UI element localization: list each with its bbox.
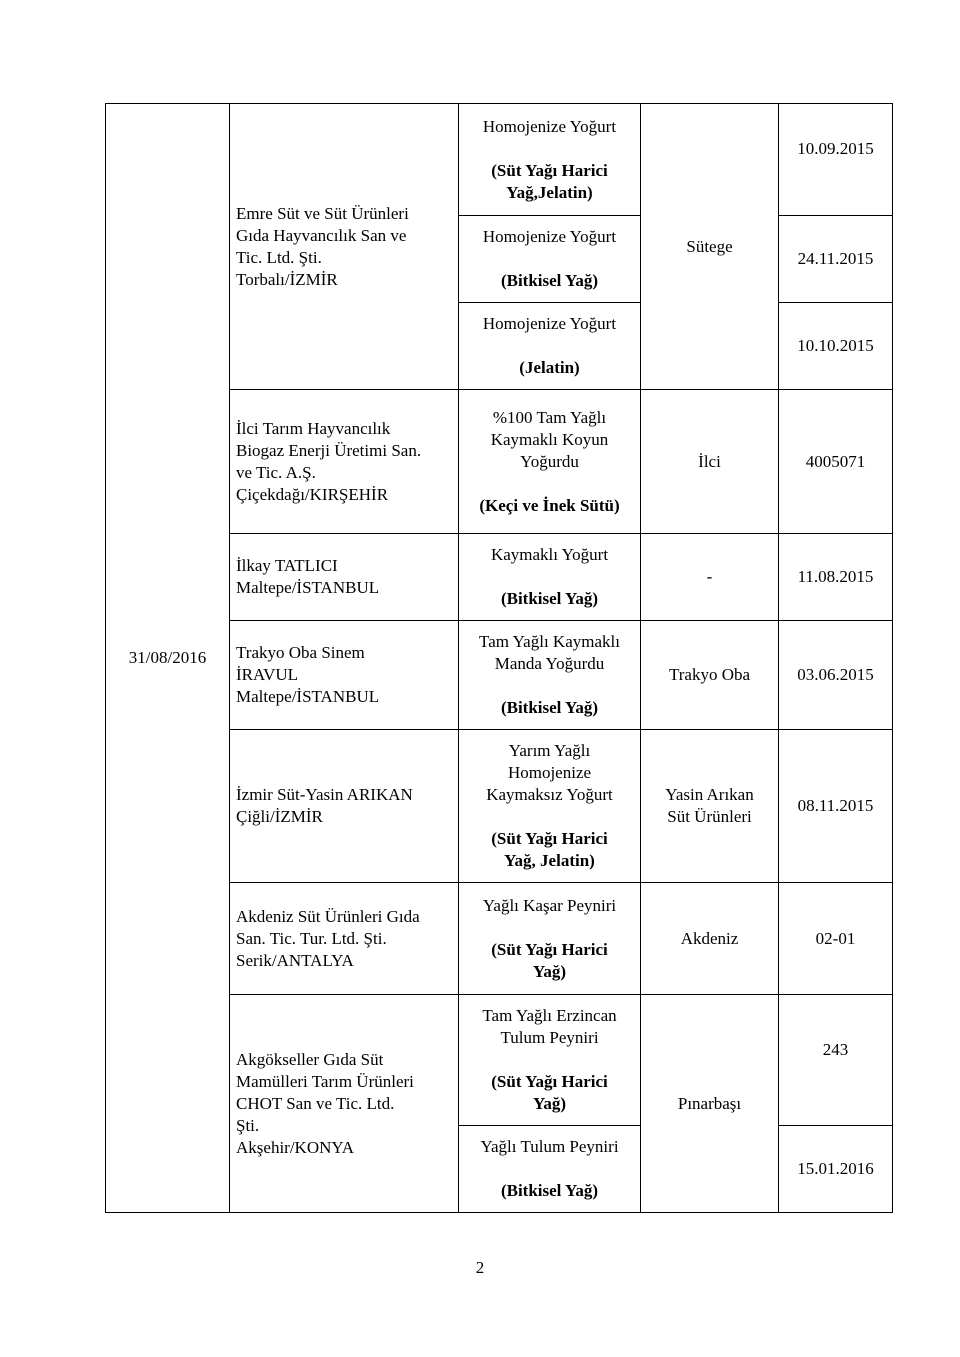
firm-line: Akdeniz Süt Ürünleri Gıda [236,906,420,926]
brand-name: İlci [698,451,721,471]
firm-line: Mamülleri Tarım Ürünleri [236,1071,414,1091]
product-note-line: (Süt Yağı Harici [491,939,608,959]
product-note [465,697,634,719]
firm-line: Emre Süt ve Süt Ürünleri [236,203,409,223]
firm-line: İlci Tarım Hayvancılık [236,418,391,438]
product-cell [459,995,641,1126]
product-name: Yarım Yağlı [508,741,591,760]
date-cell [106,104,230,1213]
product-note [465,1180,634,1202]
product-name: %100 Tam Yağlı [492,407,607,427]
brand-cell [641,104,779,390]
product-cell [459,1126,641,1213]
lot-cell [779,303,893,390]
product-note-line: Yağ, Jelatin) [504,851,595,870]
firm-line: Trakyo Oba Sinem [236,643,365,662]
brand-name: Yasin Arıkan [665,785,754,804]
product-note-line: (Süt Yağı Harici [491,1072,608,1091]
product-name: Kaymaksız Yoğurt [486,785,613,804]
product-name: Homojenize [507,763,592,782]
brand-name: Trakyo Oba [668,665,751,684]
product-name: Tulum Peyniri [500,1028,599,1047]
product-cell [459,730,641,883]
firm-line: Akşehir/KONYA [236,1137,355,1157]
product-name: Kaymaklı Koyun [490,429,609,449]
product-note [465,828,634,872]
lot-cell [779,995,893,1126]
date-text: 31/08/2016 [128,648,207,667]
lot-number: 08.11.2015 [797,796,874,815]
lot-cell [779,883,893,995]
product-cell [459,303,641,390]
product-note-line: (Jelatin) [519,358,580,377]
lot-cell [779,534,893,621]
product-note-line: (Bitkisel Yağ) [500,698,599,717]
product-name: Yağlı Kaşar Peyniri [482,895,617,915]
product-note-line: (Süt Yağı Harici [491,829,608,848]
product-note [465,160,634,204]
product-name: Kaymaklı Yoğurt [490,545,609,564]
firm-cell [230,730,459,883]
firm-line: İlkay TATLICI [236,556,338,575]
firm-cell [230,883,459,995]
product-note [465,1071,634,1115]
product-table [105,103,893,1213]
product-name: Homojenize Yoğurt [482,116,617,136]
lot-number: 11.08.2015 [797,567,874,586]
lot-number: 10.09.2015 [797,139,874,158]
brand-name: Pınarbaşı [677,1093,742,1113]
lot-number: 15.01.2016 [797,1159,874,1178]
product-cell [459,534,641,621]
lot-cell [779,390,893,534]
firm-line: Şti. [236,1115,260,1135]
lot-cell [779,104,893,216]
firm-line: Akgökseller Gıda Süt [236,1049,384,1069]
firm-cell [230,995,459,1213]
product-note [465,270,634,292]
lot-cell [779,216,893,303]
firm-line: Biogaz Enerji Üretimi San. [236,440,422,460]
lot-cell [779,621,893,730]
product-note [465,495,634,517]
brand-cell [641,534,779,621]
firm-line: CHOT San ve Tic. Ltd. [236,1093,395,1113]
firm-line: Çiçekdağı/KIRŞEHİR [236,484,389,504]
product-note-line: Yağ,Jelatin) [506,182,593,202]
brand-name: Süt Ürünleri [667,807,752,826]
brand-cell [641,995,779,1213]
product-name: Tam Yağlı Erzincan [482,1006,617,1025]
brand-name: Akdeniz [680,928,739,948]
firm-line: ve Tic. A.Ş. [236,462,316,482]
brand-cell [641,883,779,995]
firm-line: Maltepe/İSTANBUL [236,578,380,597]
brand-name: - [706,567,713,586]
product-note-line: Yağ) [532,961,567,981]
product-note-line: (Bitkisel Yağ) [500,589,599,608]
product-name: Tam Yağlı Kaymaklı [479,632,620,651]
firm-line: İzmir Süt-Yasin ARIKAN [236,785,413,804]
table-row [106,104,893,216]
lot-cell [779,1126,893,1213]
product-note [465,357,634,379]
lot-cell [779,730,893,883]
firm-line: Serik/ANTALYA [236,950,354,970]
product-note-line: (Keçi ve İnek Sütü) [479,495,620,515]
firm-cell [230,621,459,730]
lot-number: 02-01 [815,928,856,948]
brand-cell [641,390,779,534]
product-name: Homojenize Yoğurt [482,314,617,333]
brand-cell [641,621,779,730]
firm-line: İRAVUL [236,665,299,684]
firm-cell [230,534,459,621]
lot-number: 03.06.2015 [797,665,874,684]
firm-cell [230,104,459,390]
product-note-line: (Bitkisel Yağ) [500,1181,599,1200]
product-cell [459,390,641,534]
firm-line: San. Tic. Tur. Ltd. Şti. [236,928,387,948]
product-note [465,588,634,610]
product-name: Manda Yoğurdu [494,654,605,673]
lot-number: 4005071 [805,451,866,471]
product-name: Homojenize Yoğurt [482,227,617,246]
product-note-line: (Bitkisel Yağ) [500,271,599,290]
firm-line: Gıda Hayvancılık San ve [236,225,407,245]
brand-name: Sütege [686,236,733,256]
product-note-line: (Süt Yağı Harici [491,160,608,180]
product-cell [459,216,641,303]
lot-number: 10.10.2015 [797,336,874,355]
firm-line: Torbalı/İZMİR [236,269,338,289]
product-cell [459,104,641,216]
product-note-line: Yağ) [532,1094,567,1113]
firm-line: Çiğli/İZMİR [236,807,323,826]
lot-number: 243 [822,1040,849,1059]
firm-line: Tic. Ltd. Şti. [236,247,322,267]
product-name: Yağlı Tulum Peyniri [480,1137,619,1156]
product-note [465,939,634,983]
product-name: Yoğurdu [520,451,579,471]
brand-cell [641,730,779,883]
product-cell [459,621,641,730]
lot-number: 24.11.2015 [797,249,874,268]
firm-cell [230,390,459,534]
product-cell [459,883,641,995]
page-number: 2 [475,1258,485,1277]
firm-line: Maltepe/İSTANBUL [236,687,380,706]
